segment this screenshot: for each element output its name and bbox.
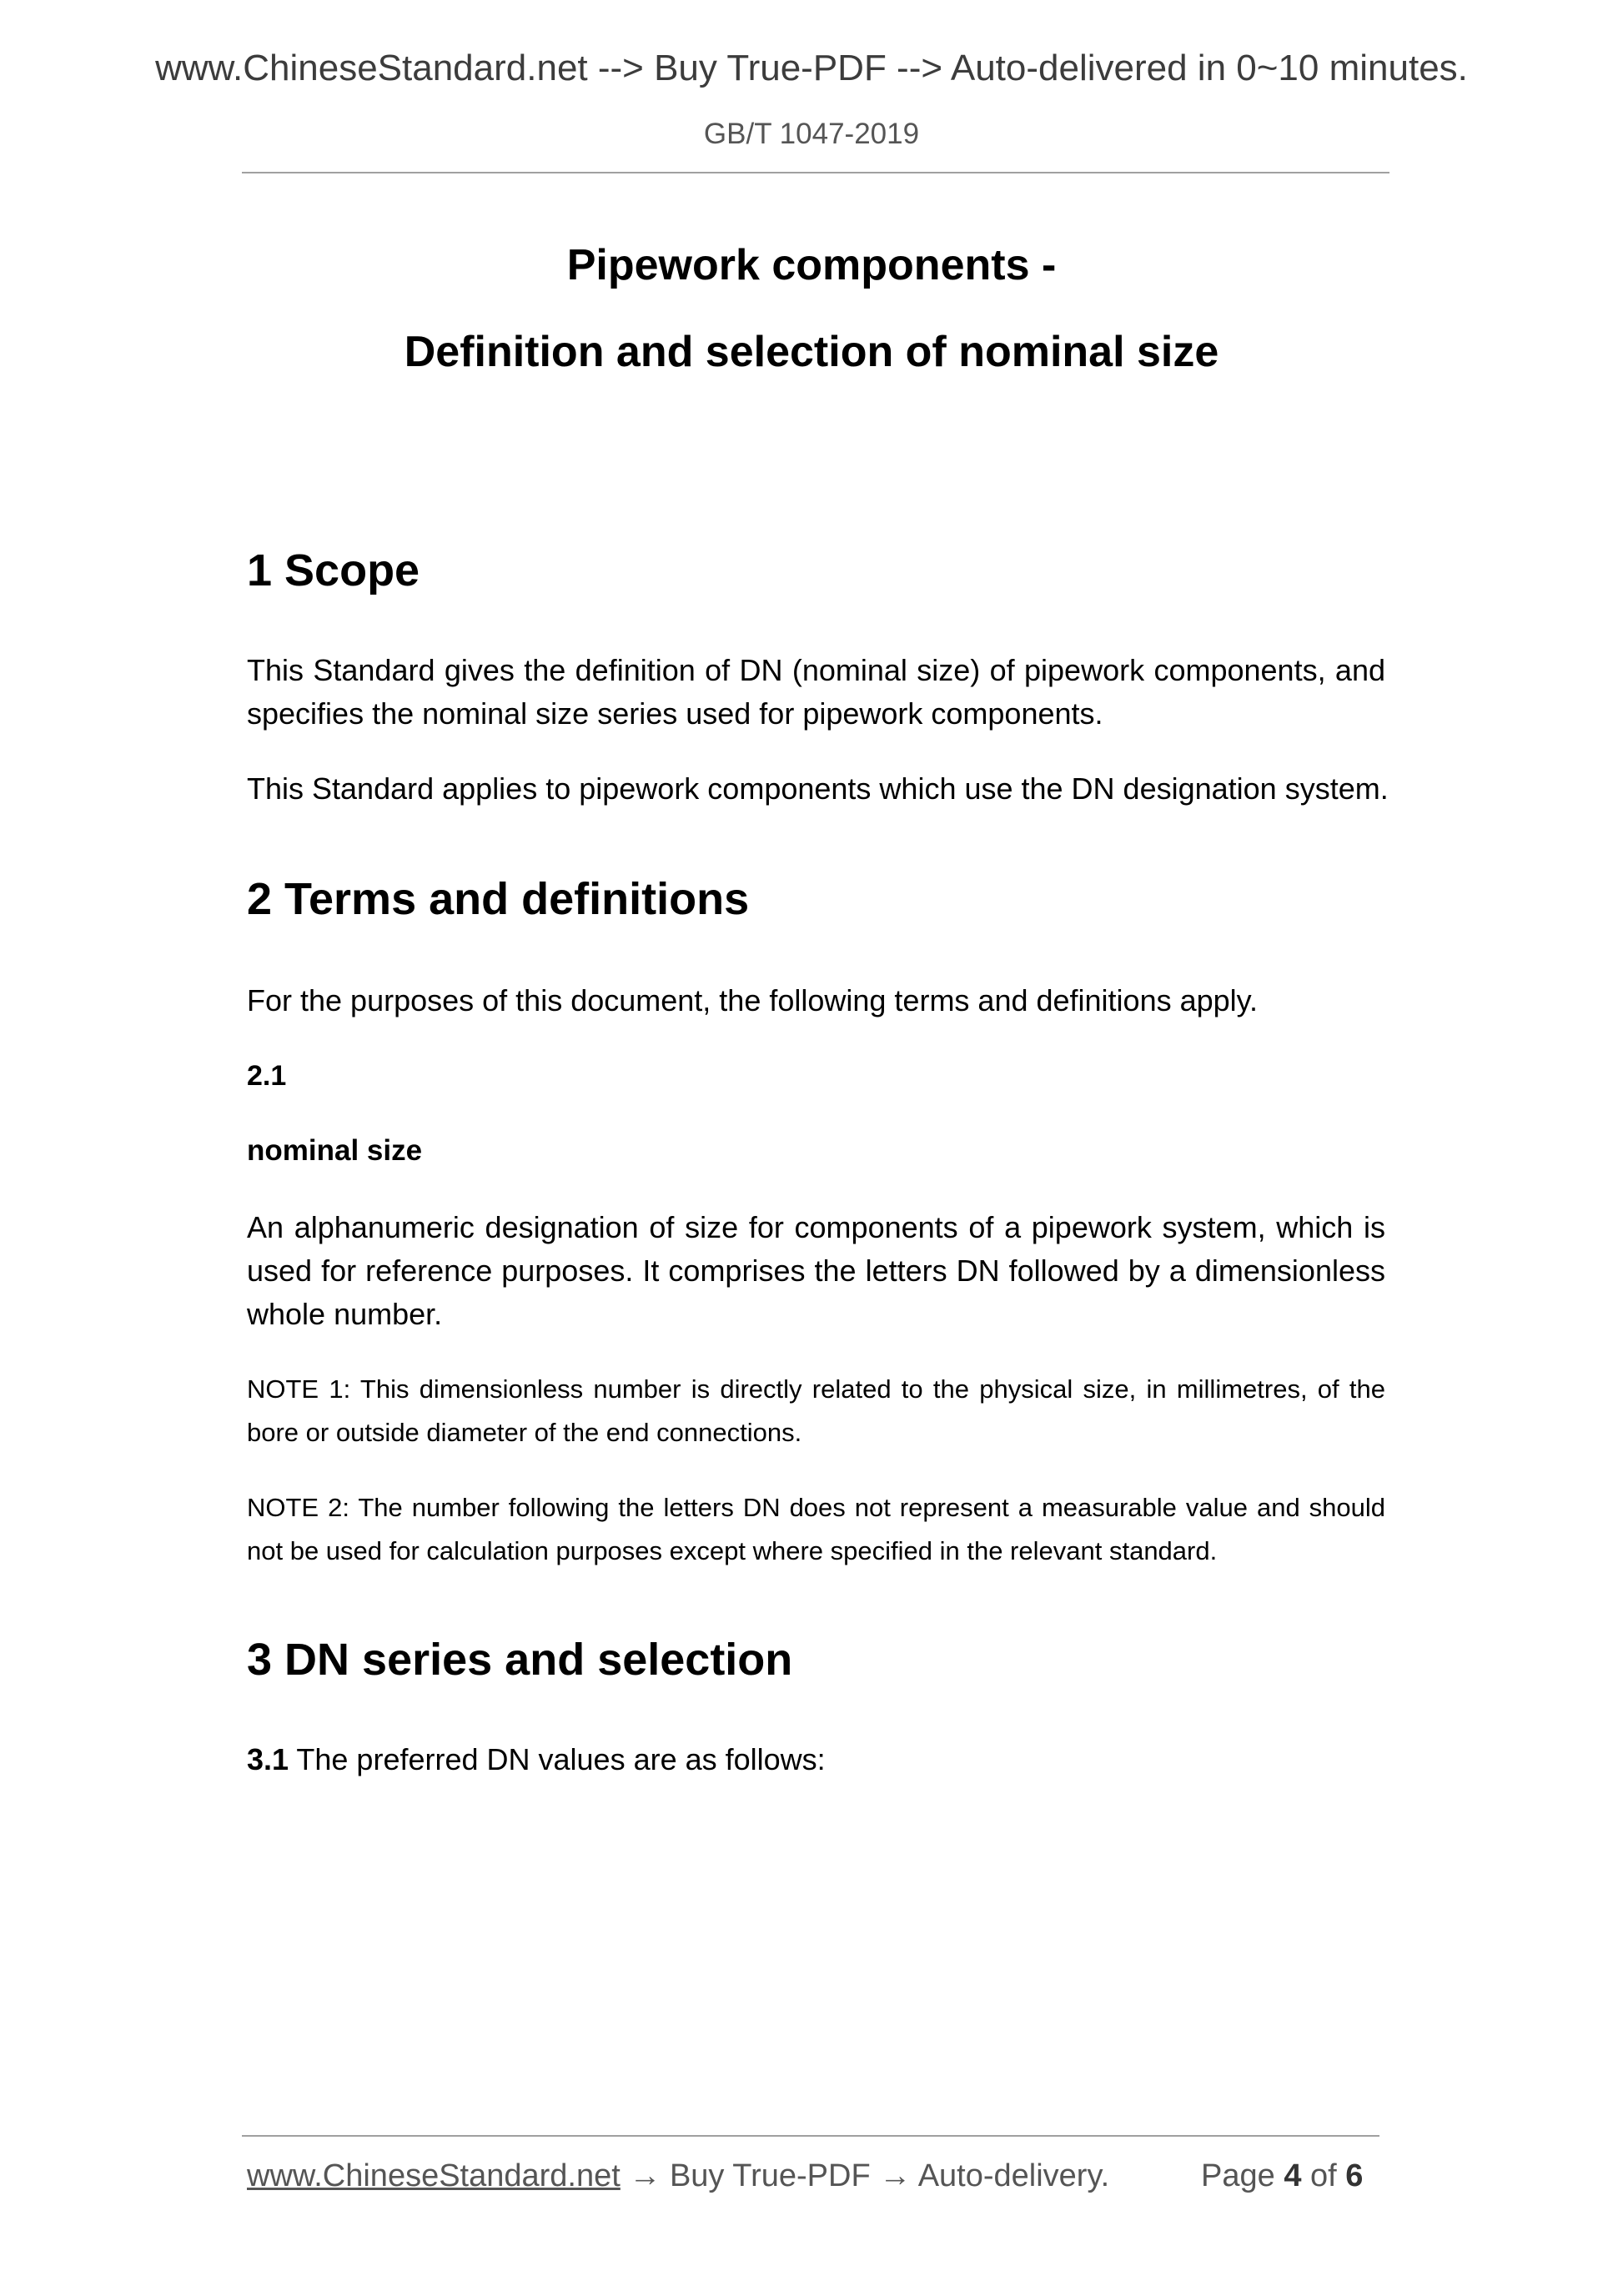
scope-paragraph-2: This Standard applies to pipework components which use the DN designation system. bbox=[247, 771, 1389, 806]
page-label: Page bbox=[1201, 2158, 1284, 2193]
note-2: NOTE 2: The number following the letters DN does not represent a measurable value and should not be used for calculation purposes except where specified in the relevant standard. bbox=[247, 1493, 1385, 1565]
page-indicator bbox=[1201, 2155, 1363, 2197]
document-title-line-2: Definition and selection of nominal size bbox=[404, 328, 1219, 376]
page-current: 4 bbox=[1284, 2158, 1302, 2193]
standard-code: GB/T 1047-2019 bbox=[703, 118, 920, 150]
scope-paragraph-1: This Standard gives the definition of DN (nominal size) of pipework components, and specifies the nominal size series used for pipework components. bbox=[247, 653, 1385, 731]
term-number: 2.1 bbox=[247, 1060, 287, 1092]
terms-intro: For the purposes of this document, the following terms and definitions apply. bbox=[247, 983, 1258, 1017]
header-divider bbox=[242, 172, 1389, 173]
top-banner: www.ChineseStandard.net --> Buy True-PDF --> Auto-delivered in 0~10 minutes. bbox=[155, 48, 1468, 88]
section-heading-scope: 1 Scope bbox=[247, 545, 420, 595]
document-title-line-1: Pipework components - bbox=[566, 241, 1057, 289]
footer-promo bbox=[247, 2155, 1109, 2197]
note-1: NOTE 1: This dimensionless number is directly related to the physical size, in millimetres, of the bore or outside diameter of the end connections. bbox=[247, 1374, 1385, 1447]
footer-promo-text: → Buy True-PDF → Auto-delivery. bbox=[620, 2158, 1110, 2193]
footer-divider bbox=[242, 2135, 1379, 2137]
footer-site-link[interactable]: www.ChineseStandard.net bbox=[247, 2158, 621, 2193]
clause-3-1 bbox=[247, 1738, 1385, 1781]
section-heading-terms: 2 Terms and definitions bbox=[247, 874, 750, 924]
section-heading-dn-series: 3 DN series and selection bbox=[247, 1635, 793, 1685]
clause-text: The preferred DN values are as follows: bbox=[289, 1742, 826, 1776]
clause-number: 3.1 bbox=[247, 1742, 289, 1776]
term-definition: An alphanumeric designation of size for components of a pipework system, which is used for reference purposes. It comprises the letters DN followed by a dimensionless whole number. bbox=[247, 1210, 1385, 1331]
term-name: nominal size bbox=[247, 1134, 423, 1167]
page-of-label: of bbox=[1301, 2158, 1346, 2193]
page-total: 6 bbox=[1345, 2158, 1364, 2193]
